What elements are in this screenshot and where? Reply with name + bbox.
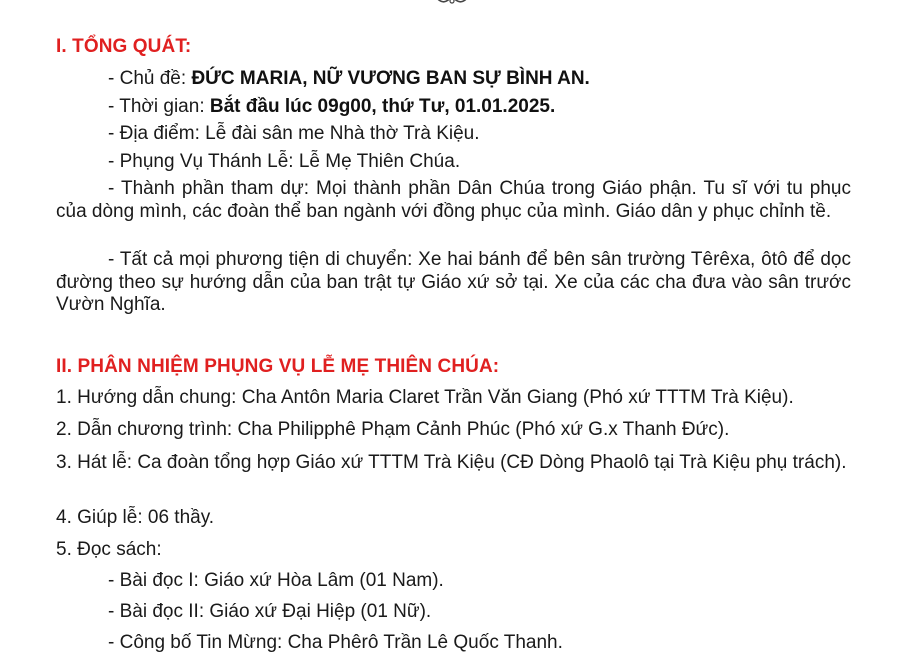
time-label: - Thời gian: <box>108 96 210 117</box>
section-1-heading: I. TỔNG QUÁT: <box>56 36 192 57</box>
location-line: - Địa điểm: Lễ đài sân me Nhà thờ Trà Kiệu. <box>108 123 480 144</box>
list-item: 5. Đọc sách: <box>56 539 162 560</box>
topic-value: ĐỨC MARIA, NỮ VƯƠNG BAN SỰ BÌNH AN. <box>191 68 590 89</box>
topic-label: - Chủ đề: <box>108 68 192 89</box>
participants-paragraph <box>56 178 851 223</box>
list-item: 2. Dẫn chương trình: Cha Philipphê Phạm Cảnh Phúc (Phó xứ G.x Thanh Đức). <box>56 419 730 440</box>
section-2-heading: II. PHÂN NHIỆM PHỤNG VỤ LỄ MẸ THIÊN CHÚA: <box>56 356 500 377</box>
list-item: 4. Giúp lễ: 06 thầy. <box>56 507 215 528</box>
time-value: Bắt đầu lúc 09g00, thứ Tư, 01.01.2025. <box>209 96 556 117</box>
list-item-choir <box>56 452 851 475</box>
choir-text: 3. Hát lễ: Ca đoàn tổng hợp Giáo xứ TTTM Trà Kiệu (CĐ Dòng Phaolô tại Trà Kiệu phụ trách). <box>56 452 847 473</box>
reading-item: - Bài đọc I: Giáo xứ Hòa Lâm (01 Nam). <box>108 570 444 591</box>
transport-text: - Tất cả mọi phương tiện di chuyển: Xe hai bánh để bên sân trường Têrêxa, ôtô để dọc đường theo sự hướng dẫn của ban trật tự Giáo xứ sở tại. Xe của các cha đưa vào sân trước Vườn Nghĩa. <box>56 249 851 315</box>
ornament-icon <box>430 0 474 6</box>
liturgy-line: - Phụng Vụ Thánh Lễ: Lễ Mẹ Thiên Chúa. <box>108 151 461 172</box>
list-item: 1. Hướng dẫn chung: Cha Antôn Maria Claret Trần Văn Giang (Phó xứ TTTM Trà Kiệu). <box>56 387 794 408</box>
reading-item: - Công bố Tin Mừng: Cha Phêrô Trần Lê Quốc Thanh. <box>108 632 563 653</box>
transport-paragraph <box>56 249 851 317</box>
time-line <box>108 96 555 118</box>
participants-text: - Thành phần tham dự: Mọi thành phần Dân Chúa trong Giáo phận. Tu sĩ với tu phục của dòng mình, các đoàn thể ban ngành với đồng phục của mình. Giáo dân y phục chỉnh tề. <box>56 178 851 222</box>
topic-line <box>108 68 590 90</box>
reading-item: - Bài đọc II: Giáo xứ Đại Hiệp (01 Nữ). <box>108 601 432 622</box>
